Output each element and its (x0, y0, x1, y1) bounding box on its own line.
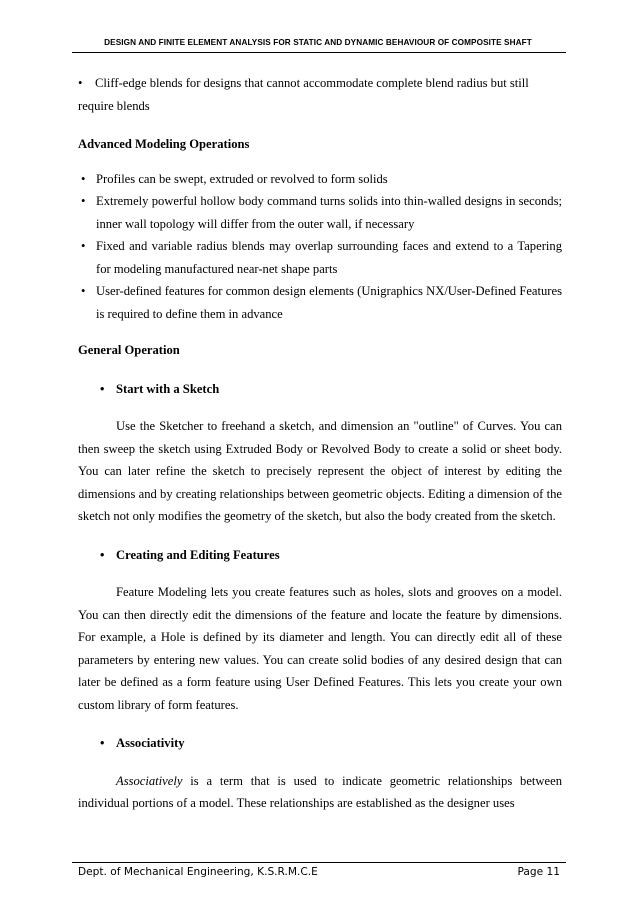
subheading-sketch (78, 378, 562, 401)
paragraph-text: is a term that is used to indicate geometric relationships between individual portions of a model. These relationships are established as the designer uses (78, 773, 562, 810)
list-item (78, 280, 562, 325)
paragraph-features: Feature Modeling lets you create features such as holes, slots and grooves on a model. You can then directly edit the dimensions of the feature and locate the feature by dimensions. For example, a Hole is defined by its diameter and length. You can directly edit all of these parameters by entering new values. You can create solid bodies of any desired design that can later be defined as a form feature using User Defined Features. This lets you create your own custom library of form features. (78, 585, 562, 712)
bullet-icon: • (81, 284, 86, 298)
bullet-icon: • (100, 547, 105, 562)
subheading-text: Creating and Editing Features (116, 547, 280, 562)
bullet-icon: • (81, 171, 86, 186)
bullet-icon: • (81, 194, 86, 208)
list-item-text: Profiles can be swept, extruded or revolved to form solids (96, 171, 388, 186)
list-item (78, 72, 562, 117)
italic-term: Associatively (116, 773, 183, 788)
bullet-icon: • (81, 239, 86, 253)
subheading-text: Start with a Sketch (116, 381, 220, 396)
footer-rule (72, 862, 566, 863)
paragraph-associativity (78, 770, 562, 815)
page-content (78, 72, 562, 815)
subheading-text: Associativity (116, 736, 185, 750)
intro-list (78, 72, 562, 117)
section-heading-advanced: Advanced Modeling Operations (78, 137, 250, 151)
list-item-text: Cliff-edge blends for designs that cannot accommodate complete blend radius but still (95, 76, 529, 90)
list-item-text-continued: require blends (78, 98, 150, 113)
list-item-text: Extremely powerful hollow body command turns solids into thin-walled designs in seconds; inner wall topology will differ from the outer wall, if necessary (96, 194, 562, 231)
bullet-icon: • (100, 736, 105, 750)
footer-department: Dept. of Mechanical Engineering, K.S.R.M.C.E (78, 866, 318, 878)
header-rule (72, 52, 566, 53)
list-item (78, 190, 562, 235)
bullet-icon: • (100, 381, 105, 396)
list-item-text: Fixed and variable radius blends may overlap surrounding faces and extend to a Tapering for modeling manufactured near-net shape parts (96, 239, 562, 276)
subheading-associativity (78, 732, 562, 755)
advanced-list (78, 168, 562, 326)
paragraph-sketch: Use the Sketcher to freehand a sketch, and dimension an "outline" of Curves. You can then sweep the sketch using Extruded Body or Revolved Body to create a solid or sheet body. You can later refine the sketch to precisely represent the object of interest by editing the dimensions and by creating relationships between geometric objects. Editing a dimension of the sketch not only modifies the geometry of the sketch, but also the body created from the sketch. (78, 419, 562, 523)
subheading-features (78, 544, 562, 567)
section-heading-general: General Operation (78, 343, 180, 357)
list-item (78, 235, 562, 280)
running-header: DESIGN AND FINITE ELEMENT ANALYSIS FOR STATIC AND DYNAMIC BEHAVIOUR OF COMPOSITE SHAFT (104, 38, 532, 47)
list-item (78, 168, 562, 191)
bullet-icon: • (78, 76, 83, 90)
footer-page-number: Page 11 (517, 866, 560, 878)
list-item-text: User-defined features for common design elements (Unigraphics NX/User-Defined Features is required to define them in advance (96, 284, 562, 321)
